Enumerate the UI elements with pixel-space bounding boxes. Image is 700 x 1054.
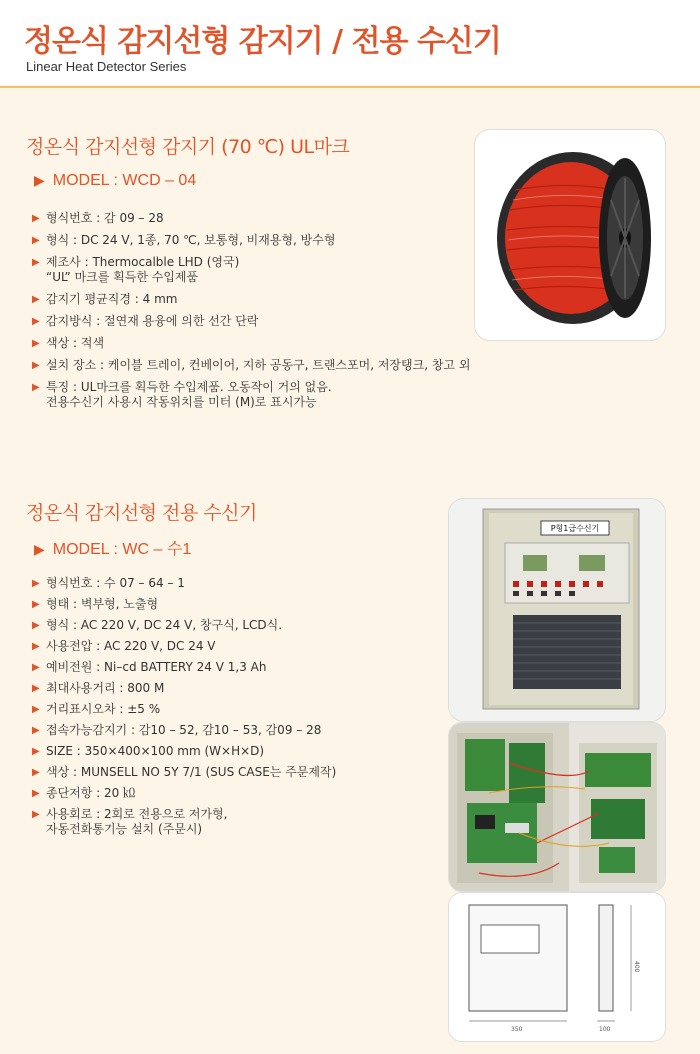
- section1-model: [34, 172, 196, 190]
- spec-text: 형식 : AC 220 V, DC 24 V, 창구식, LCD식.: [46, 618, 283, 632]
- bullet-icon: ▶: [32, 725, 40, 736]
- bullet-icon: ▶: [32, 767, 40, 778]
- bullet-icon: ▶: [32, 788, 40, 799]
- spec-text: 형식번호 : 수 07 – 64 – 1: [46, 576, 185, 590]
- bullet-icon: ▶: [32, 382, 40, 393]
- spec-item: [30, 255, 510, 285]
- section1-spec-list: [30, 211, 510, 417]
- bullet-icon: ▶: [32, 294, 40, 305]
- spec-item: [30, 380, 510, 410]
- section2-model: [34, 536, 191, 559]
- spec-item: [30, 336, 510, 351]
- spec-text: 종단저항 : 20 ㏀: [46, 786, 136, 800]
- bullet-icon: ▶: [32, 662, 40, 673]
- spec-item: [30, 618, 450, 633]
- header-divider: [0, 86, 700, 88]
- dimension-drawing: [448, 892, 666, 1042]
- spec-text: 형식번호 : 감 09 – 28: [46, 211, 164, 225]
- spec-item: [30, 660, 450, 675]
- bullet-icon: ▶: [32, 746, 40, 757]
- play-icon: ▶: [34, 541, 45, 557]
- bullet-icon: ▶: [32, 360, 40, 371]
- section2-model-label: MODEL : WC – 수1: [52, 541, 192, 558]
- spec-text: 최대사용거리 : 800 M: [46, 681, 165, 695]
- section1-model-label: MODEL : WCD – 04: [52, 172, 197, 189]
- spec-item: [30, 807, 450, 837]
- spec-item: [30, 723, 450, 738]
- cable-reel-photo: [474, 129, 666, 341]
- spec-text: 형태 : 벽부형, 노출형: [46, 597, 159, 611]
- spec-item: [30, 681, 450, 696]
- bullet-icon: ▶: [32, 213, 40, 224]
- bullet-icon: ▶: [32, 257, 40, 268]
- drawing-height-label: 400: [633, 961, 640, 973]
- spec-text: 설치 장소 : 케이블 트레이, 컨베이어, 지하 공동구, 트랜스포머, 저장탱크, 창고 외: [46, 358, 471, 372]
- bullet-icon: ▶: [32, 620, 40, 631]
- bullet-icon: ▶: [32, 235, 40, 246]
- spec-text: 감지방식 : 절연재 용융에 의한 선간 단락: [46, 314, 259, 328]
- bullet-icon: ▶: [32, 316, 40, 327]
- spec-item: [30, 702, 450, 717]
- receiver-interior-photo: [448, 722, 666, 892]
- spec-item: [30, 233, 510, 248]
- bullet-icon: ▶: [32, 578, 40, 589]
- spec-item: [30, 292, 510, 307]
- section1-title: 정온식 감지선형 감지기 (70 ℃) UL마크: [26, 136, 350, 158]
- spec-item: [30, 765, 450, 780]
- spec-item: [30, 211, 510, 226]
- bullet-icon: ▶: [32, 599, 40, 610]
- bullet-icon: ▶: [32, 641, 40, 652]
- spec-text: 사용전압 : AC 220 V, DC 24 V: [46, 639, 216, 653]
- section2-spec-list: [30, 576, 450, 843]
- page-title: 정온식 감지선형 감지기 / 전용 수신기: [24, 24, 501, 59]
- panel-label: P형1급수신기: [550, 524, 600, 533]
- bullet-icon: ▶: [32, 704, 40, 715]
- spec-text: 사용회로 : 2회로 전용으로 저가형, 자동전화통기능 설치 (주문시): [46, 807, 228, 836]
- spec-text: 거리표시오차 : ±5 %: [46, 702, 161, 716]
- spec-item: [30, 314, 510, 329]
- spec-item: [30, 358, 510, 373]
- play-icon: ▶: [34, 172, 45, 188]
- spec-text: 색상 : 적색: [46, 336, 105, 350]
- drawing-width-label: 350: [511, 1026, 523, 1033]
- receiver-panel-photo: [448, 498, 666, 722]
- spec-text: 특징 : UL마크를 획득한 수입제품. 오동작이 거의 없음. 전용수신기 사용시 작동위치를 미터 (M)로 표시가능: [46, 380, 332, 409]
- bullet-icon: ▶: [32, 683, 40, 694]
- bullet-icon: ▶: [32, 809, 40, 820]
- page-subtitle: Linear Heat Detector Series: [26, 59, 187, 74]
- spec-item: [30, 744, 450, 759]
- section2-title: 정온식 감지선형 전용 수신기: [26, 502, 257, 524]
- spec-text: 제조사 : Thermocalble LHD (영국) “UL” 마크를 획득한 수입제품: [46, 255, 240, 284]
- spec-text: 예비전원 : Ni–cd BATTERY 24 V 1,3 Ah: [46, 660, 267, 674]
- header: [0, 0, 700, 85]
- bullet-icon: ▶: [32, 338, 40, 349]
- spec-item: [30, 786, 450, 801]
- spec-text: 색상 : MUNSELL NO 5Y 7/1 (SUS CASE는 주문제작): [46, 765, 337, 779]
- spec-item: [30, 639, 450, 654]
- spec-item: [30, 597, 450, 612]
- spec-text: 접속가능감지기 : 감10 – 52, 감10 – 53, 감09 – 28: [46, 723, 322, 737]
- drawing-depth-label: 100: [599, 1026, 611, 1033]
- spec-text: 감지기 평균직경 : 4 mm: [46, 292, 178, 306]
- spec-text: 형식 : DC 24 V, 1종, 70 ℃, 보통형, 비재용형, 방수형: [46, 233, 336, 247]
- spec-text: SIZE : 350×400×100 mm (W×H×D): [46, 744, 265, 758]
- spec-item: [30, 576, 450, 591]
